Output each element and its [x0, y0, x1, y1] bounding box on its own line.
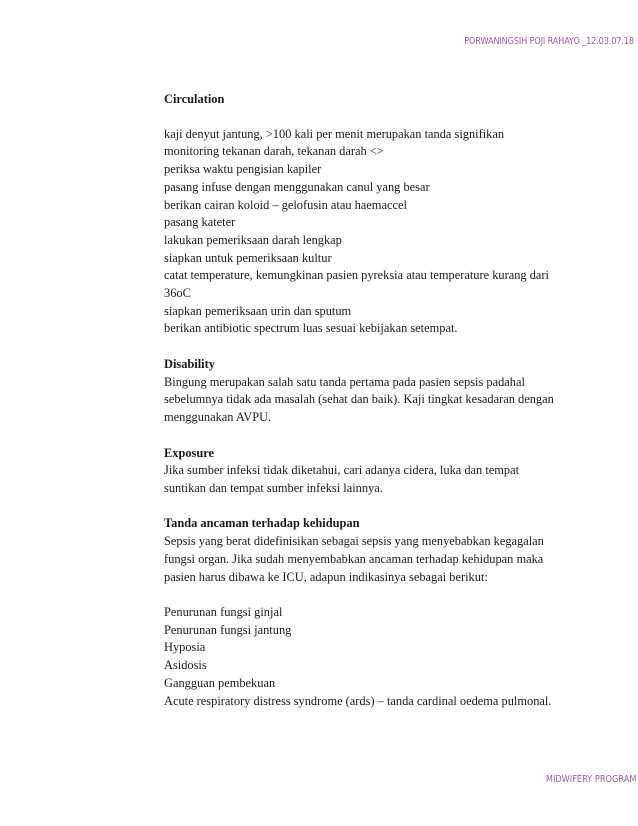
threat-line: pasien harus dibawa ke ICU, adapun indikasinya sebagai berikut:: [164, 569, 488, 584]
circulation-line: pasang infuse dengan menggunakan canul yang besar: [164, 179, 430, 194]
section-title-threat: Tanda ancaman terhadap kehidupan: [164, 516, 360, 531]
circulation-line: siapkan untuk pemeriksaan kultur: [164, 250, 332, 265]
section-title-exposure: Exposure: [164, 445, 215, 460]
circulation-line: berikan antibiotic spectrum luas sesuai kebijakan setempat.: [164, 321, 458, 336]
disability-line: menggunakan AVPU.: [164, 410, 272, 425]
indication-item: Penurunan fungsi ginjal: [164, 605, 283, 620]
circulation-line: 36oC: [164, 286, 191, 301]
footer-program-note: MIDWIFERY PROGRAM: [545, 774, 636, 785]
exposure-paragraph: [164, 462, 584, 497]
circulation-line: pasang kateter: [164, 215, 236, 230]
indication-item: Penurunan fungsi jantung: [164, 622, 292, 637]
indication-item: Hyposia: [164, 640, 206, 655]
indication-item: Acute respiratory distress syndrome (ards) – tanda cardinal oedema pulmonal.: [164, 693, 552, 708]
circulation-line: periksa waktu pengisian kapiler: [164, 162, 322, 177]
circulation-line: catat temperature, kemungkinan pasien pyreksia atau temperature kurang dari: [164, 268, 549, 283]
indication-item: Gangguan pembekuan: [164, 675, 276, 690]
spacer: [164, 498, 584, 516]
disability-line: sebelumnya tidak ada masalah (sehat dan baik). Kaji tingkat kesadaran dengan: [164, 392, 554, 407]
circulation-line: monitoring tekanan darah, tekanan darah <>: [164, 144, 384, 159]
document-body: [164, 91, 584, 710]
disability-line: Bingung merupakan salah satu tanda pertama pada pasien sepsis padahal: [164, 374, 525, 389]
header-author-note: PORWANINGSIH POJI RAHAYO _12.03.07.18: [464, 36, 634, 47]
spacer: [164, 338, 584, 356]
circulation-line: berikan cairan koloid – gelofusin atau haemaccel: [164, 197, 407, 212]
circulation-line: siapkan pemeriksaan urin dan sputum: [164, 303, 352, 318]
indications-list: [164, 604, 584, 710]
disability-paragraph: [164, 374, 584, 427]
indication-item: Asidosis: [164, 658, 207, 673]
spacer: [164, 427, 584, 445]
threat-line: fungsi organ. Jika sudah menyembabkan ancaman terhadap kehidupan maka: [164, 551, 544, 566]
circulation-line: kaji denyut jantung, >100 kali per menit merupakan tanda signifikan: [164, 126, 505, 141]
spacer: [164, 109, 584, 126]
circulation-line: lakukan pemeriksaan darah lengkap: [164, 232, 342, 247]
exposure-line: suntikan dan tempat sumber infeksi lainnya.: [164, 480, 383, 495]
section-title-circulation: Circulation: [164, 92, 225, 106]
exposure-line: Jika sumber infeksi tidak diketahui, cari adanya cidera, luka dan tempat: [164, 463, 520, 478]
threat-line: Sepsis yang berat didefinisikan sebagai sepsis yang menyebabkan kegagalan: [164, 534, 544, 549]
circulation-list: [164, 126, 584, 338]
threat-paragraph: [164, 533, 584, 586]
spacer: [164, 586, 584, 604]
section-title-disability: Disability: [164, 356, 215, 371]
